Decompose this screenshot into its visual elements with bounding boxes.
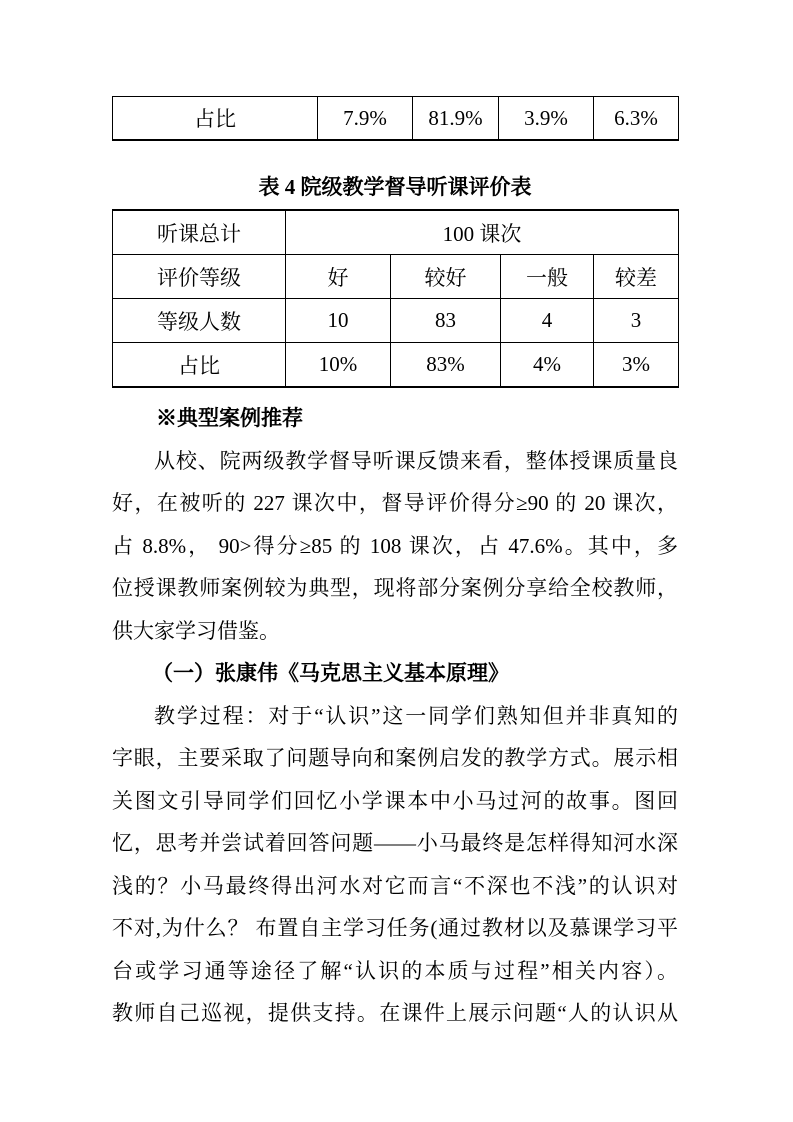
value-cell: 较差 [594,255,679,299]
paragraph-line: 从校、院两级教学督导听课反馈来看，整体授课质量良 [154,448,678,473]
value-cell: 3.9% [499,97,594,141]
paragraph-line: 位授课教师案例较为典型，现将部分案例分享给全校教师， [112,576,678,600]
value-cell: 4% [501,343,594,388]
value-cell: 较好 [391,255,501,299]
value-cell: 好 [286,255,391,299]
table-row-counts [113,299,679,343]
table-row-ratios [113,343,679,388]
value-cell: 3 [594,299,679,343]
paragraph-line: 好，在被听的 227 课次中，督导评价得分≥90 的 20 课次， [112,491,678,515]
value-cell: 10% [286,343,391,388]
value-cell: 7.9% [318,97,413,141]
value-cell: 6.3% [594,97,679,141]
value-cell: 83% [391,343,501,388]
value-cell: 4 [501,299,594,343]
row-label-cell: 占比 [113,343,286,388]
body-text [112,397,678,1035]
ratio-table-partial [112,96,679,141]
paragraph-line: 教师自己巡视，提供支持。在课件上展示问题“人的认识从 [112,1001,678,1025]
case-subheading: （一）张康伟《马克思主义基本原理》 [152,661,509,685]
table-row-total [113,210,679,255]
row-label-cell: 等级人数 [113,299,286,343]
value-cell: 83 [391,299,501,343]
total-value-cell: 100 课次 [286,210,679,255]
row-label-cell: 占比 [113,97,318,141]
paragraph-line: 供大家学习借鉴。 [112,618,280,643]
row-label-cell: 评价等级 [113,255,286,299]
paragraph-line: 占 8.8%， 90>得分≥85 的 108 课次，占 47.6%。其中，多 [112,533,678,558]
paragraph-line: 教学过程：对于“认识”这一同学们熟知但并非真知的 [154,703,678,728]
table4-caption: 表 4 院级教学督导听课评价表 [258,175,532,199]
table4 [112,209,679,388]
table-row-grades [113,255,679,299]
value-cell: 10 [286,299,391,343]
paragraph-line: 忆，思考并尝试着回答问题——小马最终是怎样得知河水深 [112,831,678,855]
paragraph-line: 不对,为什么？ 布置自主学习任务(通过教材以及慕课学习平 [112,916,678,940]
paragraph-line: 台或学习通等途径了解“认识的本质与过程”相关内容）。 [112,958,678,983]
paragraph-line: 字眼，主要采取了问题导向和案例启发的教学方式。展示相 [112,746,678,770]
paragraph-line: 浅的？小马最终得出河水对它而言“不深也不浅”的认识对 [112,873,678,898]
section-heading: ※典型案例推荐 [156,406,303,430]
value-cell: 81.9% [413,97,499,141]
value-cell: 3% [594,343,679,388]
table-row [113,97,679,141]
value-cell: 一般 [501,255,594,299]
paragraph-line: 关图文引导同学们回忆小学课本中小马过河的故事。图回 [112,788,678,813]
row-label-cell: 听课总计 [113,210,286,255]
